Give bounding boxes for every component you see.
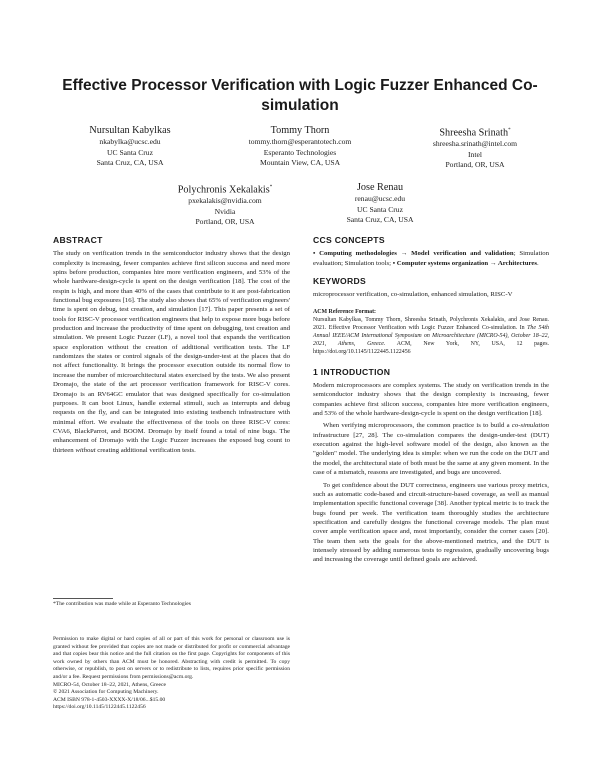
author-email: renau@ucsc.edu [354, 194, 406, 203]
abstract-section [53, 236, 290, 455]
doi-line: https://doi.org/10.1145/1122445.1122456 [53, 704, 146, 711]
reference-heading: ACM Reference Format: [313, 308, 377, 315]
abstract-heading: ABSTRACT [53, 235, 103, 245]
author-name: Polychronis Xekalakis* [177, 184, 273, 196]
paper-title: Effective Processor Verification with Logic Fuzzer Enhanced Co-simulation [62, 77, 538, 114]
intro-paragraph: When verifying microprocessors, the common practice is to build a co-simulation infrastructure [27, 28]. The co-simulation compares the design-under-test (DUT) execution against the high-level software model of the design, also known as the "golden" model. The underlying idea is simple: when we run the code on the DUT and the model, the architectural state of both must be the same at any given moment. In the case of a mismatch, reasons are investigated, and bugs are uncovered. [313, 422, 550, 477]
author-location: Mountain View, CA, USA [259, 158, 341, 167]
author-name: Jose Renau [356, 182, 404, 193]
author-affiliation: Esperanto Technologies [263, 147, 337, 157]
author-location: Portland, OR, USA [195, 217, 255, 227]
ccs-heading: CCS CONCEPTS [313, 235, 385, 245]
author-name: Nursultan Kabylkas [89, 125, 171, 136]
reference-text: Nursultan Kabylkas, Tommy Thorn, Shreesha Srinath, Polychronis Xekalakis, and Jose Renau. 2021. Effective Processor Verification with Logic Fuzzer Enhanced Co-simulation. In The 54th Annual IEEE/ACM International Symposium on Microarchitecture (MICRO-54), October 18–22, 2021, Athens, Greece. ACM, New York, NY, USA, 12 pages. https://doi.org/10.1145/1122445.1122456 [313, 316, 549, 355]
author-block [55, 124, 205, 169]
author-affiliation: UC Santa Cruz [107, 147, 153, 157]
author-name: Tommy Thorn [270, 125, 330, 136]
author-email: tommy.thorn@esperantotech.com [248, 137, 352, 146]
keywords-heading: KEYWORDS [313, 276, 367, 287]
footnote: *The contribution was made while at Esperanto Technologies [53, 601, 191, 607]
copyright-line: © 2021 Association for Computing Machinery. [53, 689, 159, 696]
conference-line: MICRO-54, October 18–22, 2021, Athens, Greece [53, 681, 166, 688]
author-email: shreesha.srinath@intel.com [432, 139, 518, 149]
author-block [220, 124, 380, 169]
author-affiliation: Intel [468, 149, 482, 159]
author-location: Santa Cruz, CA, USA [96, 158, 164, 167]
author-affiliation: Nvidia [214, 206, 236, 216]
intro-heading: 1 INTRODUCTION [313, 366, 391, 377]
intro-paragraph: To get confidence about the DUT correctness, engineers use various proxy metrics, such as automatic code-based and circuit-structure-based coverage, as well as manual implementation specific functional coverage [38]. Another typical metric is to track the bugs found per week. The verification team thoroughly studies the architecture specification and carefully designs the functional coverage models. The plan must cover ample verification space and, most importantly, consider the corner cases [20]. The team then sets the goals for the above-mentioned metrics, and the DUT is intensely stressed by adding numerous tests to regression, gradually uncovering bugs and increasing the coverage until defined goals are achieved. [313, 481, 549, 564]
permission-text: Permission to make digital or hard copies of all or part of this work for personal or classroom use is granted without fee provided that copies are not made or distributed for profit or commercial advantage and that copies bear this notice and the full citation on the first page. Copyrights for components of this work owned by others than ACM must be honored. Abstracting with credit is permitted. To copy otherwise, or republish, to post on servers or to redistribute to lists, requires prior specific permission and/or a fee. Request permissions from permissions@acm.org. [53, 636, 290, 680]
ccs-text: • Computing methodologies → Model verification and validation; Simulation evaluation; Simulation tools; • Computer systems organization → Architectures. [313, 250, 549, 267]
intro-paragraph: Modern microprocessors are complex systems. The study on verification trends in the semiconductor industry shows that the design complexity is increasing, fewer companies achieve first silicon success, companies hire more verification engineers, and 53% of the whole hardware-design-cycle is spent on the design verification [18]. [313, 382, 549, 418]
author-block [150, 181, 300, 228]
author-affiliation: UC Santa Cruz [357, 204, 403, 214]
author-block [305, 181, 455, 226]
keywords-text: microprocessor verification, co-simulation, enhanced simulation, RISC-V [313, 291, 513, 299]
permission-notice [53, 636, 290, 712]
author-name: Shreesha Srinath* [439, 127, 511, 139]
author-email: pxekalakis@nvidia.com [188, 196, 262, 206]
author-location: Portland, OR, USA [445, 160, 505, 170]
right-column [313, 236, 549, 565]
acm-reference [313, 308, 549, 356]
footnote-rule [53, 598, 113, 599]
abstract-text: The study on verification trends in the semiconductor industry shows that the design complexity is increasing, fewer companies achieve first silicon success and need more spins before production, companies hire more verification engineers, and 53% of the whole hardware-design-cycle is spent on the design verification [18]. The cost of the respin is high, and more than 40% of the cases that contribute to it are post-fabrication functional bug exposures [16]. The study also shows that 65% of verification engineers' time is spent on debug, test creation, and simulation [17]. This paper presents a set of tools for RISC-V processor verification engineers that help to expose more bugs before production and increase the productivity of time spent on debugging, test creation and simulation. We present Logic Fuzzer (LF), a novel tool that expands the verification space exploration without the creation of additional verification tests. The LF randomizes the states or control signals of the design-under-test at the places that do not affect functionality. It brings the processor execution outside its normal flow to increase the number of microarchitectural states exercised by the tests. We also present Dromajo, the state of the art processor verification framework for RISC-V cores. Dromajo is an RV64GC emulator that was designed specifically for co-simulation purposes. It can boot Linux, handle external stimuli, such as interrupts and debug requests on the fly, and can be integrated into existing testbench infrastructure with minimal effort. We evaluate the effectiveness of the tools on three RISC-V cores: CVA6, BlackParrot, and BOOM. Dromajo by itself found a total of nine bugs. The enhancement of Dromajo with the Logic Fuzzer increases the exposed bug count to thirteen without creating additional verification tests. [53, 250, 290, 454]
author-email: nkabylka@ucsc.edu [99, 137, 161, 146]
author-block [400, 124, 550, 171]
author-location: Santa Cruz, CA, USA [346, 215, 414, 224]
isbn-line: ACM ISBN 978-1-4503-XXXX-X/18/06...$15.00 [53, 696, 166, 703]
